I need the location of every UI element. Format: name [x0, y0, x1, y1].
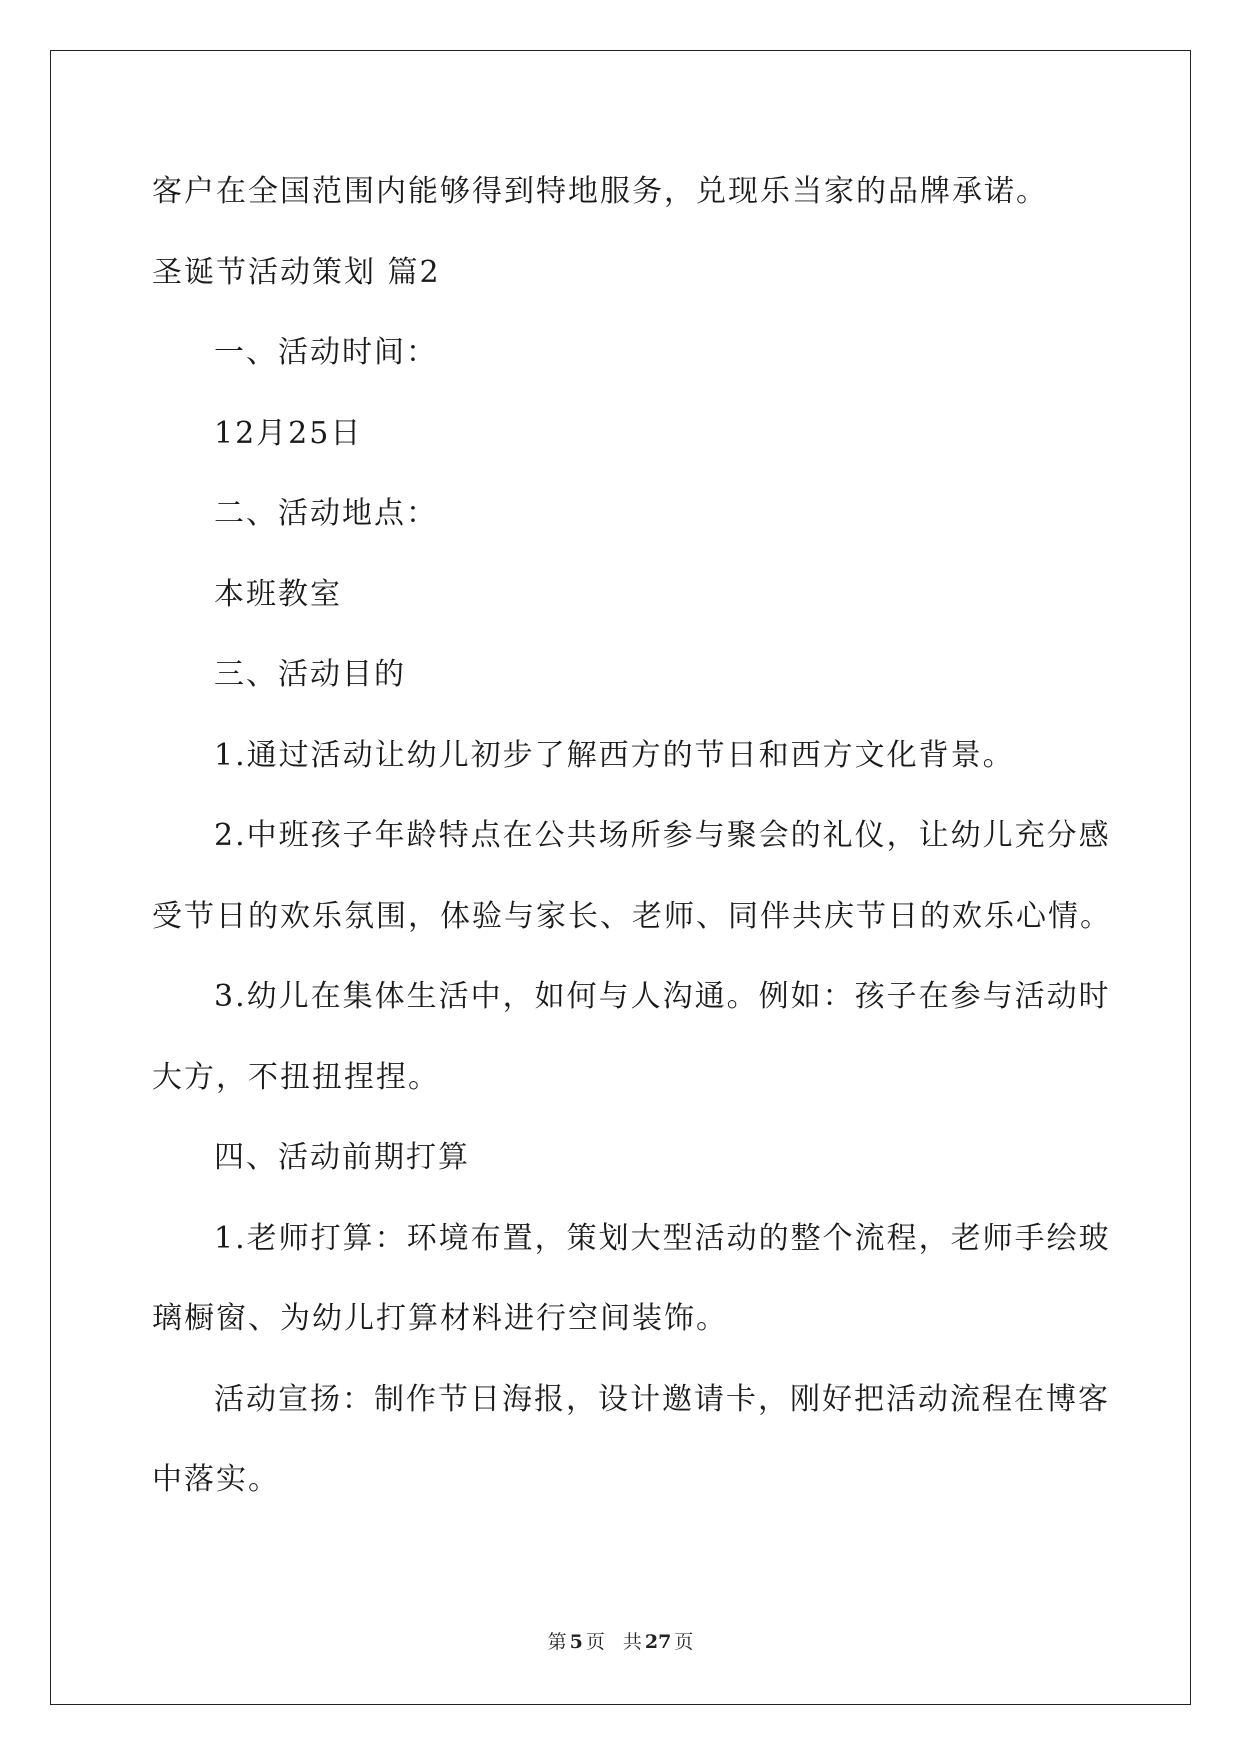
paragraph-line: 客户在全国范围内能够得到特地服务，兑现乐当家的品牌承诺。: [152, 174, 1048, 209]
purpose-item-2: 2.中班孩子年龄特点在公共场所参与聚会的礼仪，让幼儿充分感: [214, 818, 1111, 853]
purpose-item-1: 1.通过活动让幼儿初步了解西方的节日和西方文化背景。: [214, 738, 1015, 773]
purpose-item-2-continued: 受节日的欢乐氛围，体验与家长、老师、同伴共庆节日的欢乐心情。: [152, 899, 1112, 934]
page-unit: 页: [585, 1631, 605, 1653]
current-page-number: 5: [569, 1631, 583, 1653]
purpose-item-3: 3.幼儿在集体生活中，如何与人沟通。例如：孩子在参与活动时: [214, 979, 1111, 1014]
preparation-item-1-continued: 璃橱窗、为幼儿打算材料进行空间装饰。: [152, 1301, 728, 1336]
preparation-item-1: 1.老师打算：环境布置，策划大型活动的整个流程，老师手绘玻: [214, 1221, 1111, 1256]
page-footer: [0, 1630, 1241, 1654]
activity-date: 12月25日: [214, 416, 363, 451]
subheading-preparation: 四、活动前期打算: [214, 1140, 470, 1175]
purpose-item-3-continued: 大方，不扭扭捏捏。: [152, 1060, 440, 1095]
promotion-paragraph-continued: 中落实。: [152, 1462, 280, 1497]
subheading-purpose: 三、活动目的: [214, 657, 406, 692]
section-heading: 圣诞节活动策划 篇2: [152, 255, 441, 290]
total-unit: 页: [674, 1631, 694, 1653]
subheading-time: 一、活动时间：: [214, 335, 438, 370]
page-prefix: 第: [547, 1631, 567, 1653]
total-page-number: 27: [644, 1631, 672, 1653]
subheading-location: 二、活动地点：: [214, 496, 438, 531]
page-border: [50, 50, 1191, 1705]
promotion-paragraph: 活动宣扬：制作节日海报，设计邀请卡，刚好把活动流程在博客: [214, 1382, 1110, 1417]
activity-location: 本班教室: [214, 577, 342, 612]
total-prefix: 共: [622, 1631, 642, 1653]
